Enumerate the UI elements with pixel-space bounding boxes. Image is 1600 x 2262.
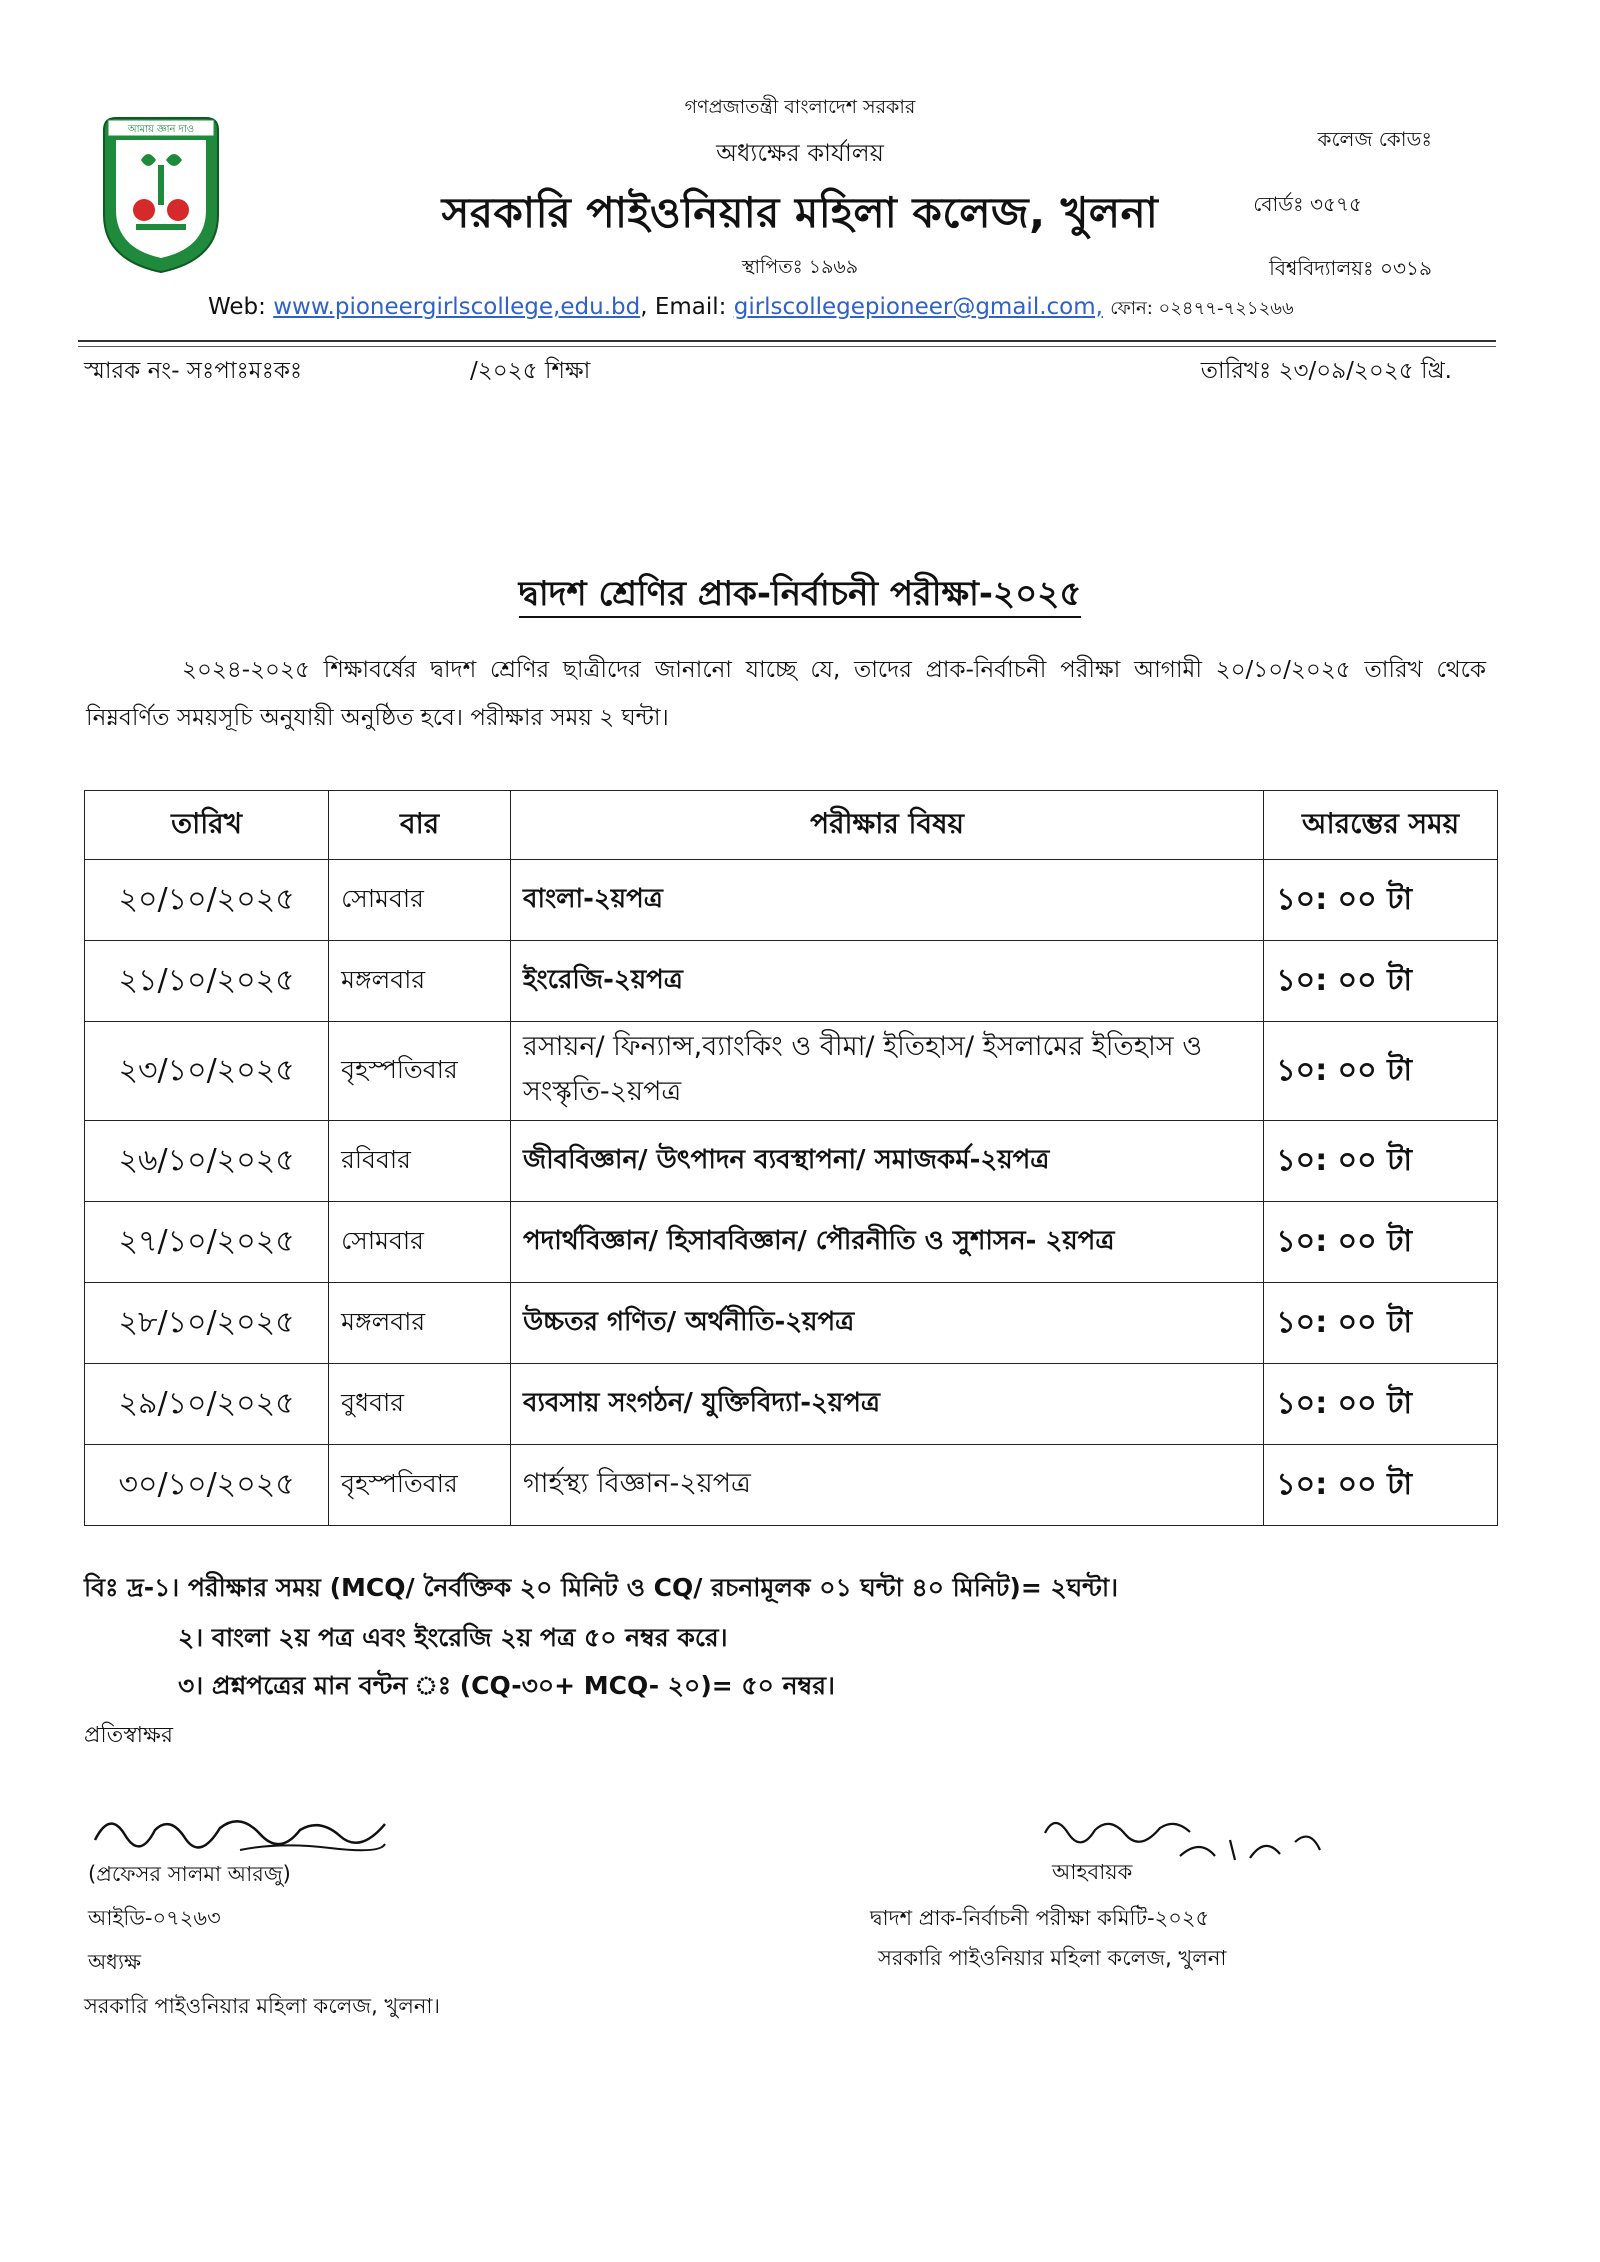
row-day: বৃহস্পতিবার: [329, 1445, 511, 1526]
header-subject: পরীক্ষার বিষয়: [510, 791, 1263, 860]
row-time: ১০: ০০ টা: [1264, 1445, 1498, 1526]
row-day: সোমবার: [329, 1202, 511, 1283]
table-row: [85, 1364, 1498, 1445]
row-subject: পদার্থবিজ্ঞান/ হিসাববিজ্ঞান/ পৌরনীতি ও সুশাসন- ২য়পত্র: [510, 1202, 1263, 1283]
row-time: ১০: ০০ টা: [1264, 1022, 1498, 1121]
convener-title: আহবায়ক: [1052, 1860, 1133, 1884]
note-2: ২। বাংলা ২য় পত্র এবং ইংরেজি ২য় পত্র ৫০ নম্বর করে।: [178, 1623, 728, 1652]
notice-intro: ২০২৪-২০২৫ শিক্ষাবর্ষের দ্বাদশ শ্রেণির ছাত্রীদের জানানো যাচ্ছে যে, তাদের প্রাক-নির্বাচনী পরীক্ষা আগামী ২০/১০/২০২৫ তারিখ থেকে নিম্নবর্ণিত সময়সূচি অনুযায়ী অনুষ্ঠিত হবে। পরীক্ষার সময় ২ ঘন্টা।: [86, 657, 1486, 731]
row-subject: জীববিজ্ঞান/ উৎপাদন ব্যবস্থাপনা/ সমাজকর্ম-২য়পত্র: [510, 1121, 1263, 1202]
memo-date: তারিখঃ ২৩/০৯/২০২৫ খ্রি.: [1200, 358, 1452, 384]
note-3: ৩। প্রশ্নপত্রের মান বন্টন ঃ (CQ-৩০+ MCQ- ২০)= ৫০ নম্বর।: [178, 1671, 835, 1700]
memo-year-dept: /২০২৫ শিক্ষা: [470, 358, 591, 384]
row-day: রবিবার: [329, 1121, 511, 1202]
row-subject: উচ্চতর গণিত/ অর্থনীতি-২য়পত্র: [510, 1283, 1263, 1364]
table-row: [85, 941, 1498, 1022]
header-divider-thin: [78, 346, 1496, 347]
committee-name: দ্বাদশ প্রাক-নির্বাচনী পরীক্ষা কমিটি-২০২৫: [870, 1906, 1210, 1930]
row-date: ২৬/১০/২০২৫: [85, 1121, 329, 1202]
row-time: ১০: ০০ টা: [1264, 1364, 1498, 1445]
note-1: বিঃ দ্র-১। পরীক্ষার সময় (MCQ/ নৈর্বক্তিক ২০ মিনিট ও CQ/ রচনামূলক ০১ ঘন্টা ৪০ মিনিট)= ২ঘন্টা।: [84, 1573, 1119, 1602]
row-day: বৃহস্পতিবার: [329, 1022, 511, 1121]
principal-id: আইডি-০৭২৬৩: [88, 1906, 221, 1930]
email-label: , Email:: [640, 294, 727, 320]
government-line: গণপ্রজাতন্ত্রী বাংলাদেশ সরকার: [684, 96, 916, 118]
row-date: ২৮/১০/২০২৫: [85, 1283, 329, 1364]
college-name: সরকারি পাইওনিয়ার মহিলা কলেজ, খুলনা: [441, 188, 1159, 237]
phone-number: ফোন: ০২৪৭৭-৭২১২৬৬: [1110, 298, 1294, 319]
committee-institution: সরকারি পাইওনিয়ার মহিলা কলেজ, খুলনা: [878, 1946, 1227, 1970]
row-day: সোমবার: [329, 860, 511, 941]
row-subject: গার্হস্থ্য বিজ্ঞান-২য়পত্র: [510, 1445, 1263, 1526]
notice-title-text: দ্বাদশ শ্রেণির প্রাক-নির্বাচনী পরীক্ষা-২০২৫: [519, 574, 1082, 618]
row-date: ৩০/১০/২০২৫: [85, 1445, 329, 1526]
logo-banner-text: আমায় জ্ঞান দাও: [127, 124, 195, 135]
exam-schedule-table: [84, 790, 1498, 1526]
table-row: [85, 1022, 1498, 1121]
email-link[interactable]: girlscollegepioneer@gmail.com,: [733, 294, 1103, 320]
row-date: ২৩/১০/২০২৫: [85, 1022, 329, 1121]
row-time: ১০: ০০ টা: [1264, 860, 1498, 941]
principal-institution: সরকারি পাইওনিয়ার মহিলা কলেজ, খুলনা।: [84, 1994, 440, 2018]
header-date: তারিখ: [85, 791, 329, 860]
row-time: ১০: ০০ টা: [1264, 1202, 1498, 1283]
notice-title: [0, 568, 1600, 625]
row-day: মঙ্গলবার: [329, 941, 511, 1022]
table-row: [85, 1121, 1498, 1202]
row-subject: ইংরেজি-২য়পত্র: [510, 941, 1263, 1022]
board-code: বোর্ডঃ ৩৫৭৫: [1253, 192, 1362, 216]
memo-reference: স্মারক নং- সঃপাঃমঃকঃ: [84, 358, 303, 384]
row-subject: বাংলা-২য়পত্র: [510, 860, 1263, 941]
row-date: ২৯/১০/২০২৫: [85, 1364, 329, 1445]
web-label: Web:: [208, 294, 266, 320]
table-row: [85, 1445, 1498, 1526]
row-day: বুধবার: [329, 1364, 511, 1445]
office-line: অধ্যক্ষের কার্যালয়: [716, 139, 884, 167]
row-subject: রসায়ন/ ফিন্যান্স,ব্যাংকিং ও বীমা/ ইতিহাস/ ইসলামের ইতিহাস ও সংস্কৃতি-২য়পত্র: [510, 1022, 1263, 1121]
principal-name: (প্রফেসর সালমা আরজু): [88, 1862, 291, 1886]
established-line: স্থাপিতঃ ১৯৬৯: [741, 256, 859, 278]
row-time: ১০: ০০ টা: [1264, 1121, 1498, 1202]
row-day: মঙ্গলবার: [329, 1283, 511, 1364]
table-header-row: [85, 791, 1498, 860]
countersign-label: প্রতিস্বাক্ষর: [84, 1723, 173, 1748]
row-date: ২৭/১০/২০২৫: [85, 1202, 329, 1283]
table-row: [85, 860, 1498, 941]
header-day: বার: [329, 791, 511, 860]
university-code: বিশ্ববিদ্যালয়ঃ ০৩১৯: [1269, 256, 1432, 280]
table-row: [85, 1283, 1498, 1364]
college-code-label: কলেজ কোডঃ: [1317, 127, 1432, 151]
principal-signature: [90, 1800, 390, 1860]
website-link[interactable]: www.pioneergirlscollege,edu.bd: [273, 294, 641, 320]
table-row: [85, 1202, 1498, 1283]
row-time: ১০: ০০ টা: [1264, 1283, 1498, 1364]
row-date: ২১/১০/২০২৫: [85, 941, 329, 1022]
header-divider: [78, 340, 1496, 342]
principal-title: অধ্যক্ষ: [88, 1950, 142, 1974]
header-start-time: আরম্ভের সময়: [1264, 791, 1498, 860]
contact-line: [208, 294, 1294, 325]
row-date: ২০/১০/২০২৫: [85, 860, 329, 941]
row-subject: ব্যবসায় সংগঠন/ যুক্তিবিদ্যা-২য়পত্র: [510, 1364, 1263, 1445]
row-time: ১০: ০০ টা: [1264, 941, 1498, 1022]
